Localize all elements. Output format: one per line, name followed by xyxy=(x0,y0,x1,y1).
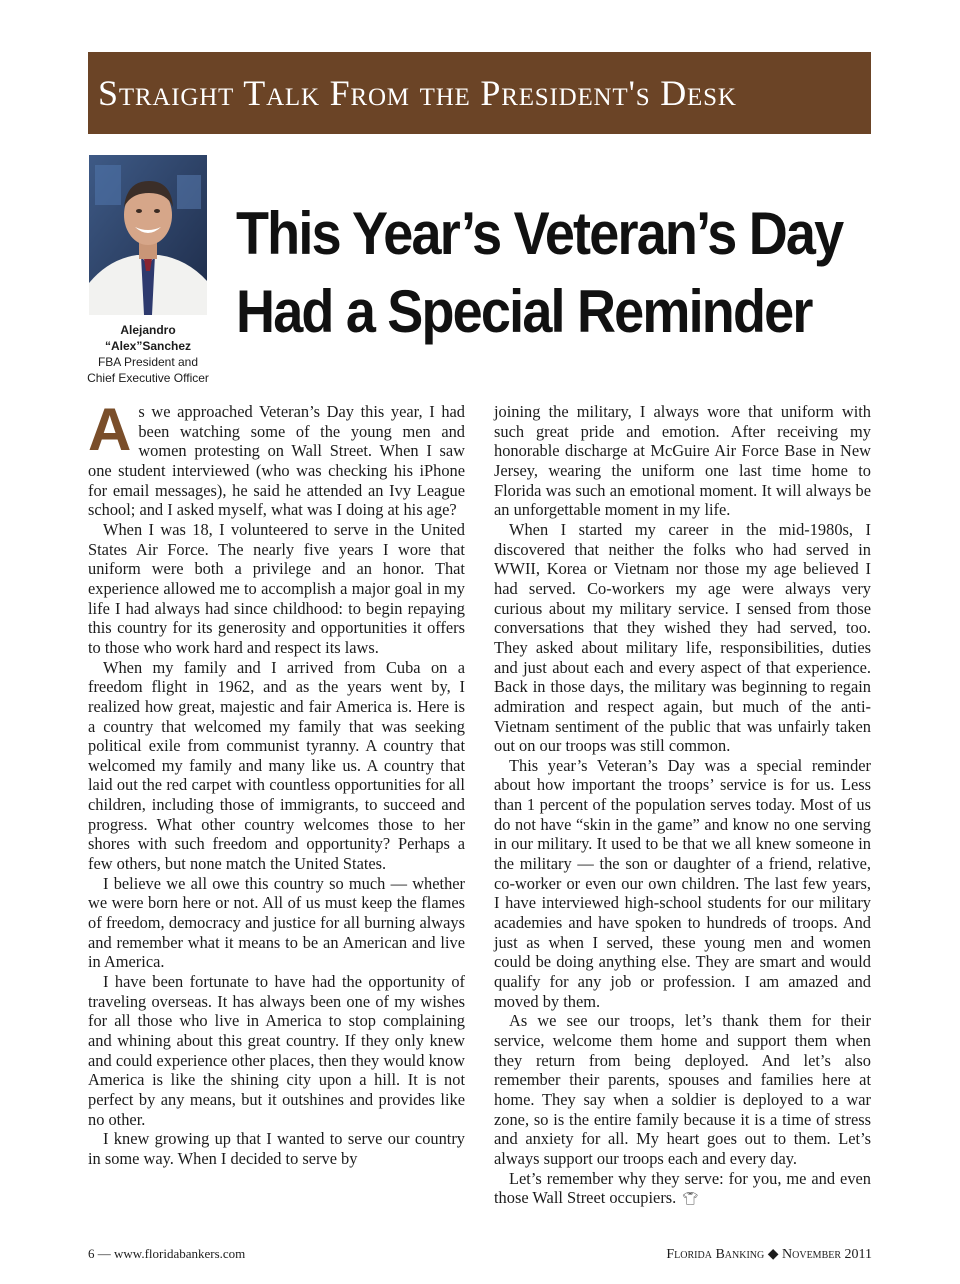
paragraph: I have been fortunate to have had the opportunity of traveling overseas. It has always been one of my wishes for all those who live in America to stop complaining and whining about this great country. If they only knew and could experience other places, then they would know America is like the shining city upon a hill. It is not perfect by any means, but it outshines and provides like no other. xyxy=(88,972,465,1129)
paragraph: When I was 18, I volunteered to serve in the United States Air Force. The nearly five years I wore that uniform were both a privilege and an honor. That experience allowed me to accomplish a major goal in my life I had always had since childhood: to begin repaying this country for its generosity and opportunities it offers to those who work hard and respect its laws. xyxy=(88,519,465,657)
closing-paragraph xyxy=(494,1169,871,1209)
section-banner xyxy=(88,52,871,134)
drop-cap: A xyxy=(88,396,132,463)
footer-page-info: 6 — www.floridabankers.com xyxy=(88,1246,246,1261)
banner-title: Straight Talk From the President's Desk xyxy=(98,73,737,113)
shirt-icon: 👕︎ xyxy=(682,1191,699,1207)
article-headline xyxy=(236,195,843,351)
paragraph: When I started my career in the mid-1980s, I discovered that neither the folks who had served in WWII, Korea or Vietnam nor those my age believed I had served. Co-workers my age were always very curious about my military service. I sensed from those conversations that they wished they had served, too. They asked about military life, responsibilities, duties and just about each and every aspect of that experience. Back in those days, the military was beginning to regain admiration and respect again, but much of the anti-Vietnam sentiment of the public that was unfairly taken out on our troops was still common. xyxy=(494,519,871,756)
issue-date: November 2011 xyxy=(782,1247,872,1262)
author-title-line2: Chief Executive Officer xyxy=(87,371,209,385)
left-column xyxy=(88,396,465,1169)
author-caption xyxy=(86,322,210,386)
paragraph-text: s we approached Veteran’s Day this year, I had been watching some of the young men and women protesting on Wall Street. When I saw one student interviewed (who was checking his iPhone for email messages), he said he attended an Ivy League school; and I asked myself, what was I doing at his age? xyxy=(88,402,465,520)
headline-line2: Had a Special Reminder xyxy=(236,278,812,345)
author-title-line1: FBA President and xyxy=(97,355,199,369)
closing-text: Let’s remember why they serve: for you, me and even those Wall Street occupiers. xyxy=(494,1168,871,1208)
publication-name: Florida Banking xyxy=(666,1247,765,1262)
author-name-line2: “Alex”Sanchez xyxy=(104,339,192,353)
paragraph: I knew growing up that I wanted to serve our country in some way. When I decided to serve by xyxy=(88,1129,465,1168)
footer-publication-info xyxy=(666,1246,872,1263)
paragraph xyxy=(88,396,465,520)
author-photo xyxy=(89,155,207,315)
paragraph: When my family and I arrived from Cuba on a freedom flight in 1962, and as the years went by, I realized how great, majestic and fair America is. Here is a country that welcomed my family that was seeking political exile from communist tyranny. A country that welcomed my family and many like us. A country that laid out the red carpet with countless opportunities for all children, including those of immigrants, to succeed and progress. What other country welcomes those to her shores with such freedom and opportunity? Perhaps a few others, but none match the United States. xyxy=(88,657,465,874)
diamond-separator-icon: ◆ xyxy=(767,1247,779,1262)
right-column xyxy=(494,402,871,1209)
paragraph: As we see our troops, let’s thank them for their service, welcome them home and support them when they return from being deployed. And let’s also remember their parents, spouses and families here at home. They say when a soldier is deployed to a war zone, so is the entire family because it is a time of stress and anxiety for all. My heart goes out to them. Let’s always support our troops each and every day. xyxy=(494,1011,871,1168)
paragraph: This year’s Veteran’s Day was a special reminder about how important the troops’ service is for us. Less than 1 percent of the population serves today. Most of us do not have “skin in the game” and know no one serving in our military. It used to be that we all knew someone in the military — the son or daughter of a friend, relative, co-worker or even our own children. The last few years, I have interviewed high-school students for our military academies and have spoken to hundreds of troops. And just as when I served, these young men and women could be doing anything else. They are smart and would qualify for any job or profession. I am amazed and moved by them. xyxy=(494,755,871,1011)
author-name-line1: Alejandro xyxy=(120,323,176,337)
headline-line1: This Year’s Veteran’s Day xyxy=(236,200,843,267)
paragraph: joining the military, I always wore that uniform with such great pride and emotion. After receiving my honorable discharge at McGuire Air Force Base in New Jersey, wearing the uniform one last time home to Florida was such an emotional moment. It will always be an unforgettable moment in my life. xyxy=(494,402,871,520)
paragraph: I believe we all owe this country so much — whether we were born here or not. All of us must keep the flames of freedom, democracy and justice for all burning always and remember what it means to be an American and live in America. xyxy=(88,873,465,972)
